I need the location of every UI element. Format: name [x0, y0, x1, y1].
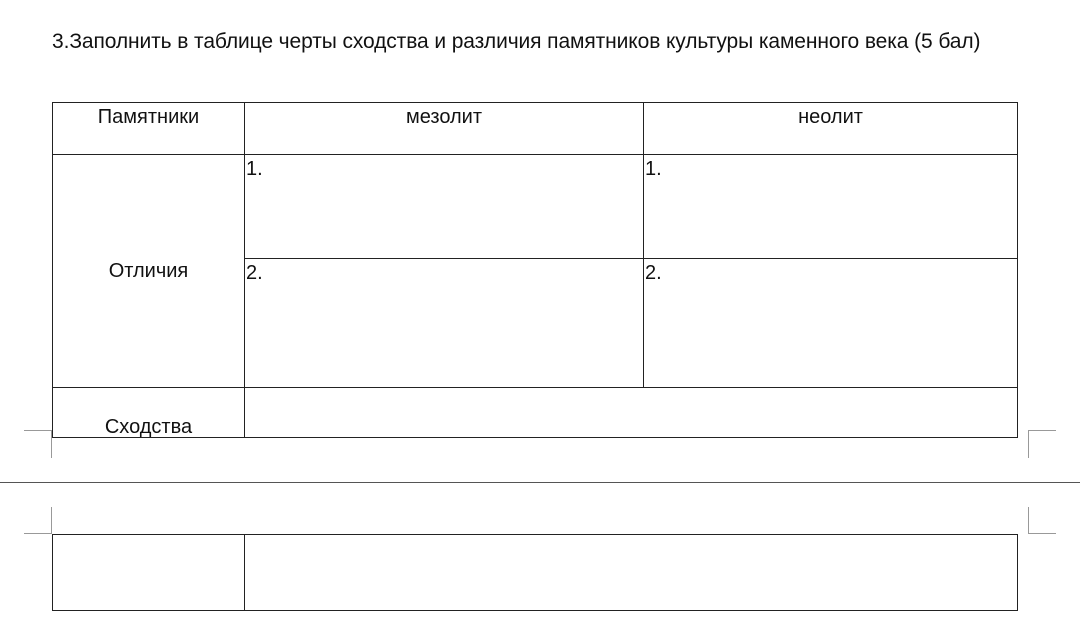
- mesolithic-difference-2[interactable]: 2.: [245, 259, 644, 388]
- table-row: [53, 155, 1018, 259]
- crop-mark-bottom-left-v: [51, 507, 52, 534]
- continued-table: [52, 534, 1018, 611]
- crop-mark-bottom-left-h: [24, 533, 52, 534]
- differences-label: Отличия: [53, 155, 245, 388]
- neolithic-difference-2[interactable]: 2.: [644, 259, 1018, 388]
- comparison-table: [52, 102, 1018, 438]
- crop-mark-top-left-h: [24, 430, 52, 431]
- table-row: [53, 535, 1018, 611]
- crop-mark-bottom-right-v: [1028, 507, 1029, 534]
- crop-mark-top-right-v: [1028, 431, 1029, 458]
- similarities-cell[interactable]: [245, 388, 1018, 438]
- header-neolithic: [644, 103, 1018, 155]
- similarities-label: [53, 388, 245, 438]
- similarities-label-text: Сходства: [104, 416, 193, 438]
- header-neolithic-label: неолит: [798, 106, 863, 128]
- table-row: [53, 388, 1018, 438]
- header-monuments: [53, 103, 245, 155]
- table-header-row: [53, 103, 1018, 155]
- page-break-line: [0, 482, 1080, 483]
- continued-right-cell[interactable]: [245, 535, 1018, 611]
- task-title: 3.Заполнить в таблице черты сходства и различия памятников культуры каменного века (5 бал): [52, 30, 981, 53]
- mesolithic-difference-1[interactable]: 1.: [245, 155, 644, 259]
- header-mesolithic-label: мезолит: [405, 106, 483, 128]
- continued-left-cell[interactable]: [53, 535, 245, 611]
- crop-mark-top-right-h: [1028, 430, 1056, 431]
- crop-mark-top-left-v: [51, 431, 52, 458]
- header-mesolithic: [245, 103, 644, 155]
- neolithic-difference-1[interactable]: 1.: [644, 155, 1018, 259]
- crop-mark-bottom-right-h: [1028, 533, 1056, 534]
- header-monuments-label: Памятники: [97, 106, 200, 128]
